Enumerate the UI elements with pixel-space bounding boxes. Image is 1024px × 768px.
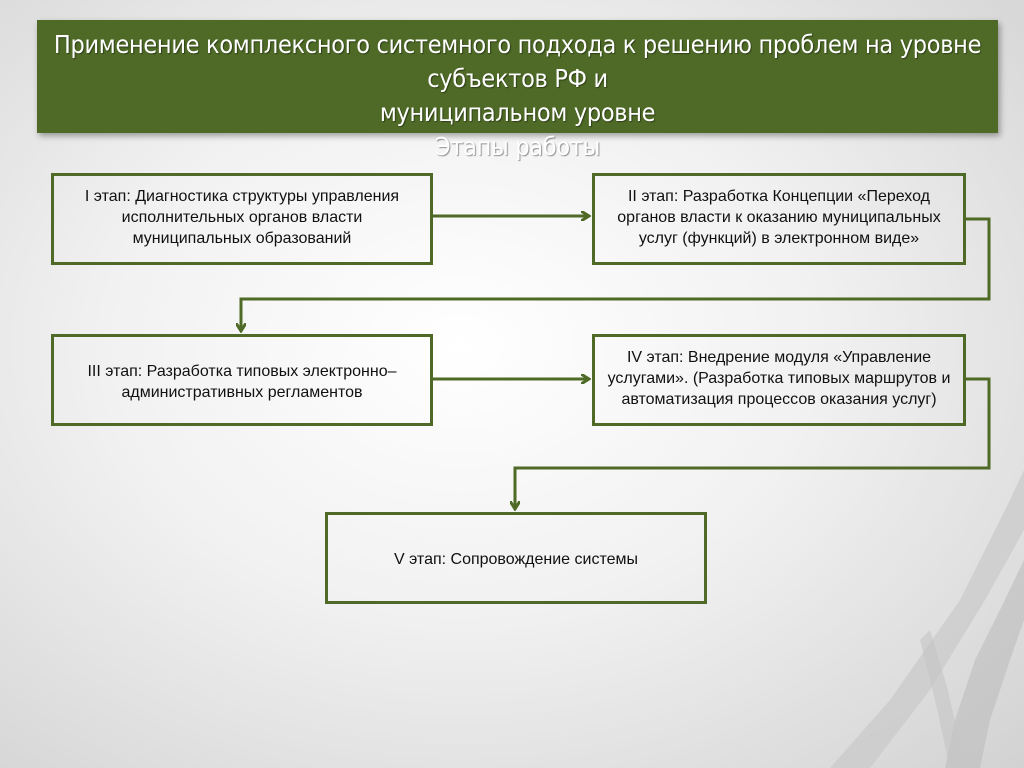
stage-4-box bbox=[592, 334, 966, 426]
stage-4-label: IV этап: Внедрение модуля «Управление услугами». (Разработка типовых маршрутов и автоматизация процессов оказания услуг) bbox=[607, 349, 951, 408]
stage-5-label: V этап: Сопровождение системы bbox=[393, 551, 639, 568]
stage-1-box bbox=[51, 173, 433, 265]
stage-1-label: I этап: Диагностика структуры управления исполнительных органов власти муниципальных образований bbox=[84, 188, 400, 247]
stage-5-box bbox=[325, 512, 707, 604]
stage-3-label: III этап: Разработка типовых электронно–административных регламентов bbox=[87, 363, 397, 401]
title-line-1: Применение комплексного системного подхода к решению проблем на уровне субъектов РФ и bbox=[53, 30, 982, 93]
stage-2-box bbox=[592, 173, 966, 265]
stage-3-box bbox=[51, 334, 433, 426]
title-line-3: Этапы работы bbox=[434, 132, 601, 161]
stage-2-label: II этап: Разработка Концепции «Переход органов власти к оказанию муниципальных услуг (функций) в электронном виде» bbox=[617, 188, 941, 247]
title-line-2: муниципальном уровне bbox=[379, 98, 656, 127]
